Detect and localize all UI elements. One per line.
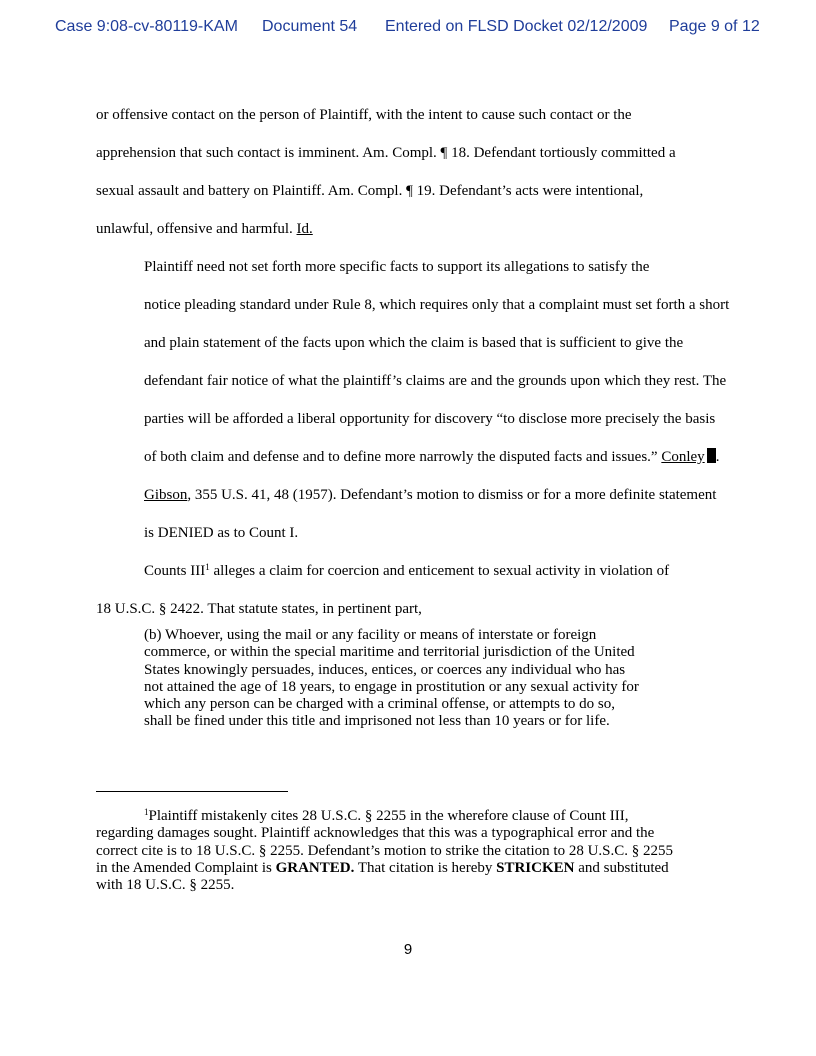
body-text bbox=[96, 96, 730, 628]
citation-id: Id. bbox=[296, 221, 313, 237]
paragraph-1 bbox=[96, 96, 726, 248]
citation-conley: Conley bbox=[661, 449, 705, 465]
footnote-line: with 18 U.S.C. § 2255. bbox=[96, 877, 235, 894]
text-run: Plaintiff mistakenly cites 28 U.S.C. § 2255 in the wherefore clause of Count III, bbox=[148, 808, 629, 824]
citation-gibson: Gibson bbox=[144, 487, 188, 503]
text-line: or offensive contact on the person of Plaintiff, with the intent to cause such contact or the bbox=[96, 107, 632, 123]
text-line: parties will be afforded a liberal opportunity for discovery “to disclose more precisely the basis bbox=[144, 411, 716, 427]
text-run: Counts III bbox=[144, 563, 206, 579]
text-line bbox=[96, 476, 726, 514]
text-line: is DENIED as to Count I. bbox=[144, 525, 299, 541]
text-line: defendant fair notice of what the plaintiff’s claims are and the grounds upon which they rest. The bbox=[144, 373, 727, 389]
redaction-mark bbox=[707, 448, 716, 463]
text-line: notice pleading standard under Rule 8, which requires only that a complaint must set forth a short bbox=[144, 297, 730, 313]
footnote-line bbox=[96, 808, 726, 825]
page-number: 9 bbox=[403, 941, 413, 958]
footnote-marker: 1 bbox=[144, 807, 149, 817]
text-line bbox=[96, 210, 726, 248]
quote-line: (b) Whoever, using the mail or any facility or means of interstate or foreign bbox=[144, 627, 597, 643]
text-run: alleges a claim for coercion and enticement to sexual activity in violation of bbox=[209, 563, 670, 579]
header-docket-entry: Entered on FLSD Docket 02/12/2009 bbox=[385, 18, 648, 35]
header-case-number: Case 9:08-cv-80119-KAM bbox=[55, 18, 238, 35]
quote-line: not attained the age of 18 years, to engage in prostitution or any sexual activity for bbox=[144, 678, 639, 695]
footnote bbox=[96, 808, 726, 894]
paragraph-2 bbox=[96, 248, 730, 552]
text-run: That citation is hereby bbox=[354, 859, 497, 876]
text-line bbox=[96, 552, 726, 590]
text-line: 18 U.S.C. § 2422. That statute states, in pertinent part, bbox=[96, 601, 422, 617]
quote-line: commerce, or within the special maritime and territorial jurisdiction of the United bbox=[144, 644, 635, 661]
text-line: Plaintiff need not set forth more specific facts to support its allegations to satisfy the bbox=[144, 259, 650, 275]
quote-line: which any person can be charged with a criminal offense, or attempts to do so, bbox=[144, 696, 615, 713]
statute-block-quote bbox=[144, 627, 684, 731]
text-run: and substituted bbox=[574, 859, 669, 876]
footnote-divider bbox=[96, 791, 288, 792]
text-line bbox=[96, 438, 726, 476]
header-document-number: Document 54 bbox=[262, 18, 358, 35]
text-run: unlawful, offensive and harmful. bbox=[96, 221, 297, 237]
text-run: in the Amended Complaint is bbox=[96, 859, 276, 876]
text-line: sexual assault and battery on Plaintiff. Am. Compl. ¶ 19. Defendant’s acts were intentional, bbox=[96, 183, 644, 199]
footnote-reference: 1 bbox=[205, 562, 210, 572]
bold-stricken: STRICKEN bbox=[496, 859, 575, 876]
bold-granted: GRANTED. bbox=[275, 859, 355, 876]
text-line: and plain statement of the facts upon which the claim is based that is sufficient to give the bbox=[144, 335, 684, 351]
text-run: , 355 U.S. 41, 48 (1957). Defendant’s motion to dismiss or for a more definite statement bbox=[187, 487, 717, 503]
text-line: apprehension that such contact is imminent. Am. Compl. ¶ 18. Defendant tortiously committed a bbox=[96, 145, 676, 161]
footnote-line: correct cite is to 18 U.S.C. § 2255. Defendant’s motion to strike the citation to 28 U.S.C. § 2255 bbox=[96, 842, 674, 859]
quote-line: shall be fined under this title and imprisoned not less than 10 years or for life. bbox=[144, 713, 610, 730]
footnote-line: regarding damages sought. Plaintiff acknowledges that this was a typographical error and the bbox=[96, 825, 655, 842]
text-run: of both claim and defense and to define more narrowly the disputed facts and issues.” bbox=[144, 449, 662, 465]
paragraph-3 bbox=[96, 552, 726, 628]
footnote-line bbox=[96, 860, 726, 877]
header-page-count: Page 9 of 12 bbox=[669, 18, 760, 35]
text-run: . bbox=[715, 449, 720, 465]
quote-line: States knowingly persuades, induces, entices, or coerces any individual who has bbox=[144, 661, 626, 678]
